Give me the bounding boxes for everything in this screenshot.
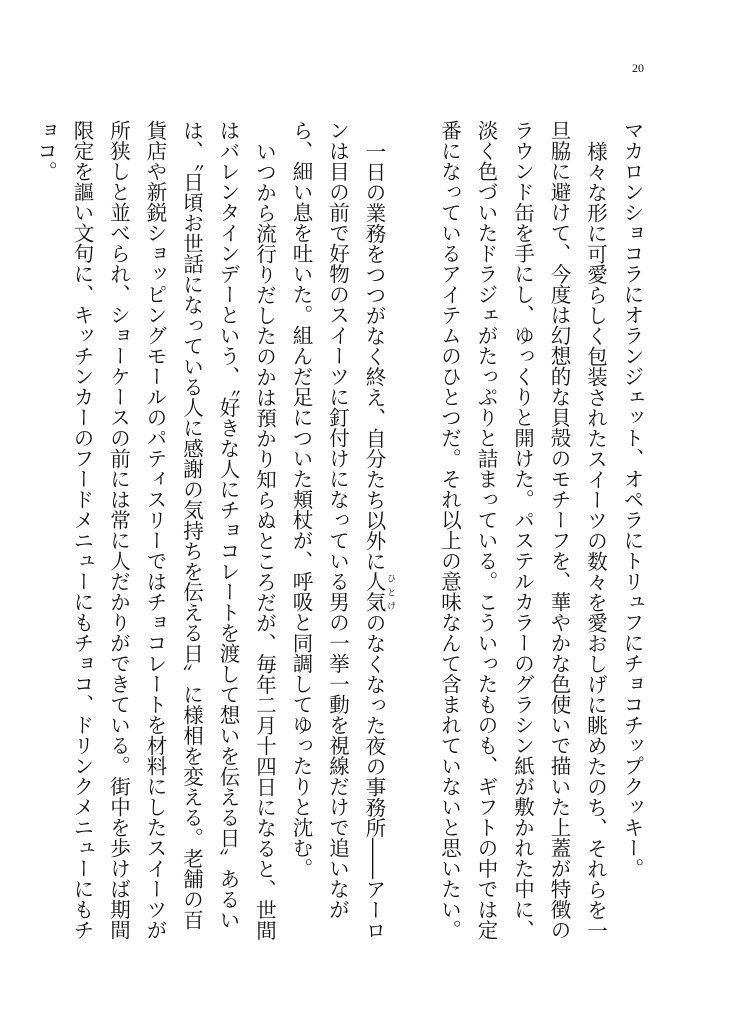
text-segment: いつから流行りだしたのかは預かり知らぬところだが、毎年二月十四日になると、世間はバレンタインデーという、〝好きな人にチョコレートを渡して想いを伝える日〟あるいは、〝日頃お世話になっている人に感謝の気持ちを伝える日〟に様相を変える。老舗の百貨店や新鋭ショッピングモールのパティスリーではチョコレートを材料にしたスイーツが所狭しと並べられ、ショーケースの前には常に人だかりができている。街中を歩けば期間限定を謳い文句に、キッチンカーのフードメニューにもチョコ、ドリンクメニューにもチョコ。 [33, 120, 277, 940]
paragraph [27, 120, 283, 940]
text-segment: 一日の業務をつつがなく終え、自分たち以外に [362, 140, 386, 571]
text-segment: マカロンショコラにオランジェット、オペラにトリュフにチョコチップクッキー。 [620, 120, 644, 879]
ruby-word [362, 571, 395, 612]
paragraph [283, 120, 396, 940]
text-segment: 様々な形に可愛らしく包装されたスイーツの数々を愛おしげに眺めたのち、それらを一旦脇に避けて、今度は幻想的な貝殻のモチーフを、華やかな色使いで描いた上蓋が特徴のラウンド缶を手にし、ゆっくりと開けた。パステルカラーのグラシン紙が敷かれた中に、淡く色づいたドラジェがたっぷりと詰まっている。こういったものも、ギフトの中では定番になっているアイテムのひとつだ。それ以上の意味なんて含まれていないと思いたい。 [437, 120, 608, 940]
paragraph [614, 120, 651, 940]
text-segment: のなくなった夜の事務所――アーロンは目の前で好物のスイーツに釘付けになっている男の一挙一動を視線だけで追いながら、細い息を吐いた。組んだ足についた頬杖が、呼吸と同調してゆったりと沈む。 [289, 120, 386, 940]
paragraph-break [395, 120, 431, 121]
vertical-text-body [33, 120, 650, 940]
ruby-base: 人気 [362, 571, 386, 612]
page-number: 20 [632, 61, 644, 75]
ruby-reading: ひとけ [385, 571, 395, 612]
paragraph [431, 120, 614, 940]
